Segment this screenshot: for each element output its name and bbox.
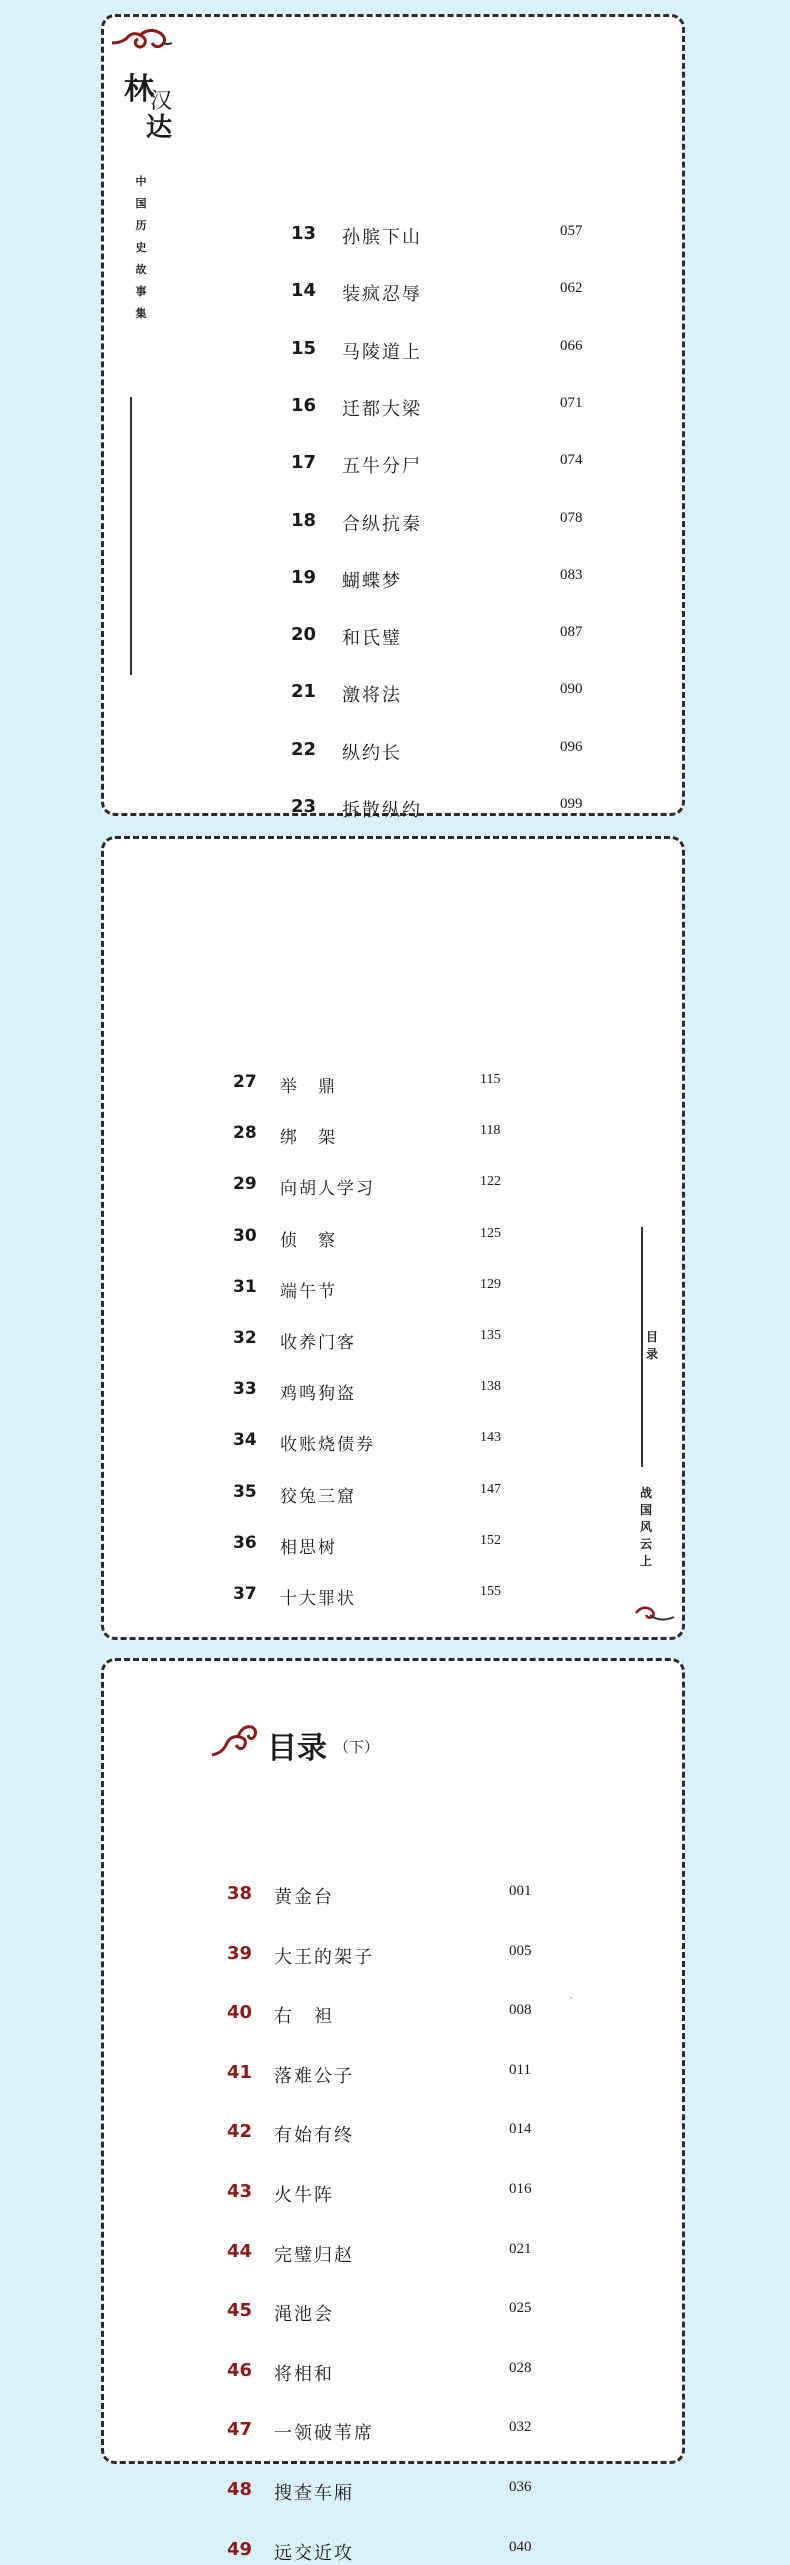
- chapter-number: 42: [227, 2121, 253, 2143]
- chapter-title: 孙膑下山: [342, 227, 422, 248]
- vertical-char: 录: [645, 1347, 658, 1361]
- chapter-number: 15: [291, 337, 317, 359]
- chapter-title: 渑池会: [274, 2304, 334, 2326]
- page-number: 032: [509, 2419, 532, 2436]
- page-number: 078: [560, 509, 583, 526]
- page-number: 036: [509, 2479, 532, 2495]
- chapter-title: 十大罪状: [280, 1589, 356, 1609]
- chapter-number: 19: [291, 566, 317, 588]
- chapter-number: 28: [233, 1123, 257, 1144]
- page-number: 118: [480, 1123, 501, 1139]
- brand-char-3: 达: [146, 113, 173, 143]
- chapter-number: 36: [233, 1532, 257, 1553]
- chapter-number: 40: [227, 2002, 253, 2024]
- chapter-title: 合纵抗秦: [342, 513, 422, 535]
- page-number: 005: [509, 1942, 532, 1959]
- page-number: 155: [480, 1584, 501, 1599]
- vertical-char: 风: [639, 1520, 652, 1534]
- chapter-title: 狡兔三窟: [280, 1486, 356, 1507]
- chapter-title: 向胡人学习: [280, 1179, 375, 1200]
- vertical-char: 战: [639, 1486, 652, 1500]
- chapter-number: 38: [227, 1883, 253, 1904]
- page-number: 066: [560, 337, 583, 354]
- chapter-title: 迁都大梁: [342, 398, 422, 420]
- vertical-char: 目: [645, 1330, 658, 1344]
- chapter-title: 拆散纵约: [342, 800, 422, 821]
- chapter-number: 22: [291, 738, 317, 760]
- chapter-title: 鸡鸣狗盗: [280, 1384, 356, 1405]
- chapter-number: 13: [291, 223, 317, 244]
- page-number: 087: [560, 624, 583, 641]
- vertical-char: 中: [135, 175, 147, 188]
- side-label-series: [638, 1485, 654, 1570]
- chapter-title: 相思树: [280, 1537, 337, 1558]
- chapter-title: 右 袒: [274, 2006, 334, 2028]
- chapter-number: 29: [233, 1174, 257, 1195]
- chapter-title: 将相和: [274, 2363, 334, 2385]
- vertical-char: 云: [639, 1537, 652, 1551]
- vertical-char: 史: [135, 241, 147, 254]
- chapter-number: 27: [233, 1072, 257, 1092]
- chapter-title: 远交近攻: [274, 2542, 354, 2564]
- vertical-char: 集: [135, 307, 147, 320]
- chapter-title: 火牛阵: [274, 2185, 334, 2206]
- toc-page-3: [101, 1658, 685, 2564]
- chapter-number: 31: [233, 1276, 257, 1297]
- chapter-title: 搜查车厢: [274, 2483, 354, 2504]
- page-number: 090: [560, 681, 583, 698]
- page-number: 071: [560, 394, 583, 411]
- chapter-title: 收账烧债券: [280, 1435, 375, 1456]
- series-title-vertical: [132, 171, 150, 325]
- chapter-title: 激将法: [342, 685, 402, 707]
- page-number: 099: [560, 796, 583, 812]
- page-number: 040: [509, 2538, 532, 2555]
- divider-line: [641, 1227, 643, 1467]
- vertical-char: 上: [639, 1554, 652, 1568]
- page-number: 025: [509, 2300, 532, 2317]
- chapter-title: 完璧归赵: [274, 2244, 354, 2266]
- chapter-title: 落难公子: [274, 2065, 354, 2087]
- page-number: 021: [509, 2240, 532, 2257]
- chapter-number: 17: [291, 452, 317, 474]
- vertical-char: 历: [135, 219, 147, 232]
- publisher-logo: [124, 72, 173, 143]
- chapter-title: 大王的架子: [274, 1946, 374, 1968]
- vertical-char: 事: [135, 285, 147, 298]
- chapter-title: 黄金台: [274, 1887, 334, 1908]
- divider-line: [130, 397, 132, 675]
- page-number: 074: [560, 452, 583, 469]
- page-number: 115: [480, 1072, 501, 1087]
- chapter-number: 39: [227, 1942, 253, 1964]
- page-number: 138: [480, 1379, 501, 1395]
- speck: [570, 1997, 572, 1999]
- chapter-number: 21: [291, 681, 317, 703]
- chapter-title: 和氏璧: [342, 628, 402, 650]
- page-title: 目录: [267, 1731, 327, 1766]
- page-number: 147: [480, 1481, 501, 1497]
- chapter-title: 装疯忍辱: [342, 284, 422, 306]
- vertical-char: 故: [135, 263, 147, 276]
- page-number: 125: [480, 1225, 501, 1241]
- page-number: 083: [560, 566, 583, 583]
- page-number: 057: [560, 223, 583, 239]
- chapter-number: 37: [233, 1584, 257, 1604]
- cloud-ornament-icon: [634, 1603, 678, 1625]
- vertical-char: 国: [135, 197, 147, 210]
- chapter-number: 35: [233, 1481, 257, 1502]
- cloud-ornament-icon: [208, 1719, 260, 1759]
- page-number: 062: [560, 280, 583, 297]
- chapter-number: 32: [233, 1328, 257, 1348]
- page-number: 152: [480, 1532, 501, 1548]
- chapter-number: 18: [291, 509, 317, 531]
- page-number: 135: [480, 1328, 501, 1343]
- chapter-title: 一领破苇席: [274, 2423, 374, 2445]
- chapter-number: 30: [233, 1225, 257, 1246]
- toc-page-1: [101, 14, 685, 821]
- chapter-title: 举 鼎: [280, 1077, 337, 1097]
- chapter-number: 16: [291, 394, 317, 416]
- chapter-number: 34: [233, 1430, 257, 1451]
- chapter-title: 蝴蝶梦: [342, 570, 402, 592]
- chapter-title: 端午节: [280, 1281, 337, 1302]
- chapter-number: 20: [291, 624, 317, 646]
- chapter-title: 绑 架: [280, 1128, 337, 1149]
- chapter-title: 侦 察: [280, 1230, 337, 1251]
- chapter-number: 45: [227, 2300, 253, 2322]
- page-number: 008: [509, 2002, 532, 2019]
- brand-char-2: 汉: [150, 89, 173, 114]
- page-number: 001: [509, 1883, 532, 1899]
- cloud-ornament-icon: [110, 25, 174, 55]
- page-number: 016: [509, 2181, 532, 2197]
- chapter-number: 33: [233, 1379, 257, 1400]
- chapter-title: 有始有终: [274, 2125, 354, 2147]
- page-number: 143: [480, 1430, 501, 1446]
- chapter-number: 44: [227, 2240, 253, 2262]
- side-label-toc: [644, 1329, 660, 1363]
- chapter-number: 49: [227, 2538, 253, 2560]
- chapter-number: 47: [227, 2419, 253, 2441]
- vertical-char: 国: [639, 1503, 652, 1517]
- page-subtitle: （下）: [334, 1738, 380, 1756]
- chapter-number: 48: [227, 2479, 253, 2500]
- page-number: 011: [509, 2061, 531, 2078]
- page-number: 096: [560, 738, 583, 755]
- page-number: 028: [509, 2359, 532, 2376]
- chapter-number: 41: [227, 2061, 253, 2083]
- page-number: 122: [480, 1174, 501, 1190]
- brand-char-1: 林: [124, 72, 154, 107]
- chapter-number: 46: [227, 2359, 253, 2381]
- chapter-title: 马陵道上: [342, 341, 422, 363]
- chapter-title: 纵约长: [342, 742, 402, 764]
- chapter-number: 14: [291, 280, 317, 302]
- chapter-title: 五牛分尸: [342, 456, 422, 478]
- chapter-title: 收养门客: [280, 1333, 356, 1353]
- page-number: 014: [509, 2121, 532, 2138]
- chapter-number: 43: [227, 2181, 253, 2202]
- chapter-number: 23: [291, 796, 317, 817]
- page-number: 129: [480, 1276, 501, 1292]
- toc-page-2: [101, 836, 685, 1640]
